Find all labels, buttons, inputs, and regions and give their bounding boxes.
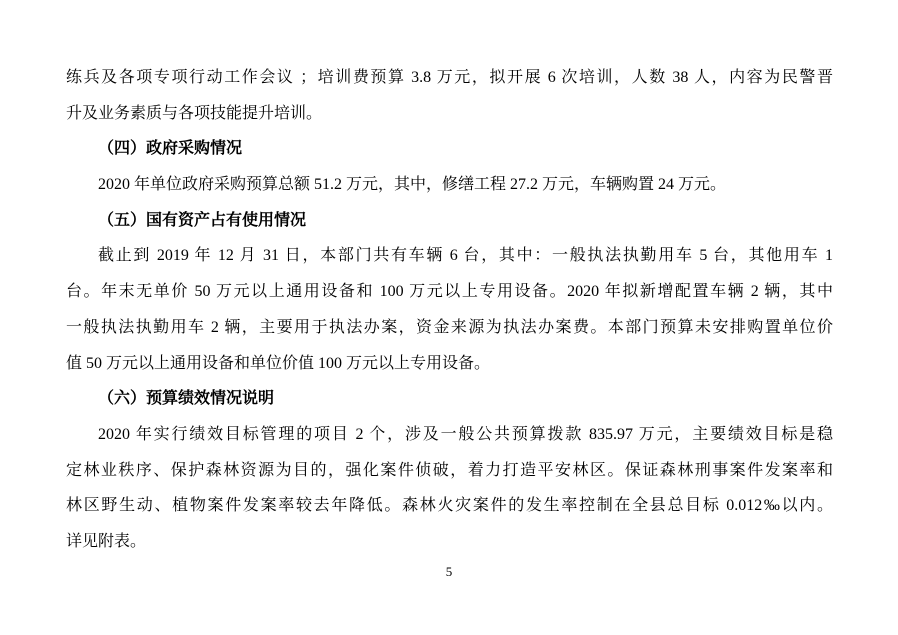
text-line: 值 50 万元以上通用设备和单位价值 100 万元以上专用设备。 xyxy=(66,354,491,372)
section-heading-5: （五）国有资产占有使用情况 xyxy=(98,211,307,229)
section-heading-6: （六）预算绩效情况说明 xyxy=(98,390,275,408)
text-line: 升及业务素质与各项技能提升培训。 xyxy=(66,104,323,122)
section-heading-4: （四）政府采购情况 xyxy=(98,140,243,158)
text-line: 截止到 2019 年 12 月 31 日，本部门共有车辆 6 台，其中：一般执法执勤用车 5 台，其他用车 1 xyxy=(98,247,833,265)
text-line: 定林业秩序、保护森林资源为目的，强化案件侦破，着力打造平安林区。保证森林刑事案件发案率和 xyxy=(66,461,833,479)
text-line: 2020 年实行绩效目标管理的项目 2 个，涉及一般公共预算拨款 835.97 万元，主要绩效目标是稳 xyxy=(98,425,833,443)
document-body xyxy=(66,60,833,560)
text-line: 一般执法执勤用车 2 辆，主要用于执法办案，资金来源为执法办案费。本部门预算未安排购置单位价 xyxy=(66,318,833,336)
page-number: 5 xyxy=(445,564,453,579)
text-line: 2020 年单位政府采购预算总额 51.2 万元，其中，修缮工程 27.2 万元，车辆购置 24 万元。 xyxy=(98,176,727,194)
text-line: 林区野生动、植物案件发案率较去年降低。森林火灾案件的发生率控制在全县总目标 0.012‰以内。 xyxy=(66,497,833,515)
text-line: 详见附表。 xyxy=(66,532,147,550)
text-line: 台。年末无单价 50 万元以上通用设备和 100 万元以上专用设备。2020 年拟新增配置车辆 2 辆，其中 xyxy=(66,283,833,301)
text-line: 练兵及各项专项行动工作会议 ；培训费预算 3.8 万元，拟开展 6 次培训，人数 38 人，内容为民警晋 xyxy=(66,69,833,86)
